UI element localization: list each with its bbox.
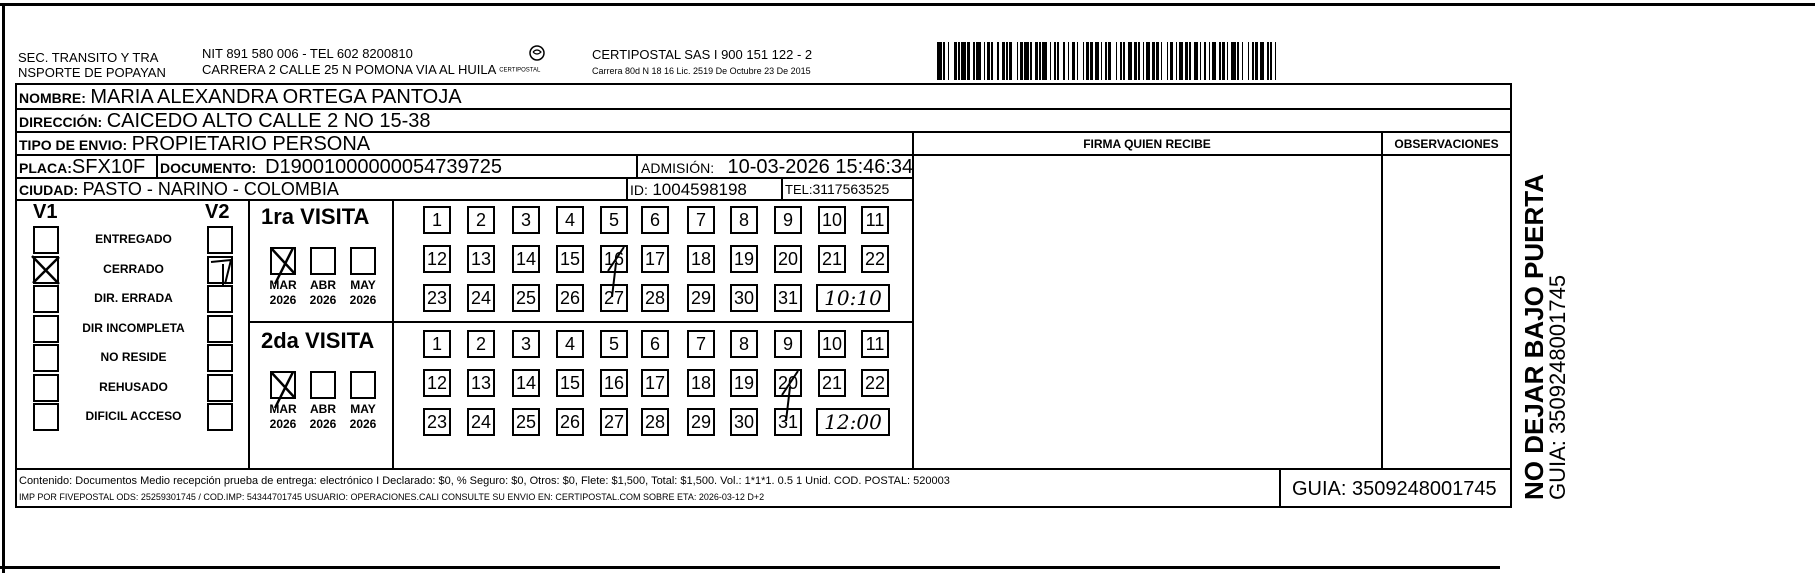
barcode-bar bbox=[1156, 42, 1159, 80]
admision-label: ADMISIÓN: bbox=[641, 160, 715, 176]
status-label: NO RESIDE bbox=[100, 350, 167, 364]
handwritten-x-mark bbox=[267, 244, 301, 290]
tipo-label: TIPO DE ENVIO: bbox=[19, 137, 128, 153]
barcode-bar bbox=[1200, 42, 1202, 80]
day-box[interactable]: 4 bbox=[556, 330, 584, 358]
year-label: 2026 bbox=[349, 293, 377, 307]
day-box[interactable]: 12 bbox=[423, 369, 451, 397]
year-label: 2026 bbox=[269, 293, 297, 307]
divider bbox=[392, 199, 394, 468]
ciudad-row bbox=[19, 179, 339, 200]
barcode-bar bbox=[1242, 42, 1244, 80]
documento-label: DOCUMENTO: bbox=[160, 160, 257, 176]
direccion-value: CAICEDO ALTO CALLE 2 NO 15-38 bbox=[106, 110, 431, 132]
direccion-label: DIRECCIÓN: bbox=[19, 114, 103, 130]
ciudad-value: PASTO - NARINO - COLOMBIA bbox=[82, 179, 339, 199]
no-dejar-text: NO DEJAR BAJO PUERTA bbox=[1519, 173, 1549, 500]
barcode-bar bbox=[1057, 42, 1059, 80]
admision-value: 10-03-2026 15:46:34 bbox=[727, 156, 914, 178]
barcode-bar bbox=[1209, 42, 1211, 80]
month-checkbox[interactable] bbox=[310, 247, 336, 275]
month-label: MAR bbox=[269, 402, 297, 416]
barcode-bar bbox=[1270, 42, 1272, 80]
day-box[interactable]: 3 bbox=[512, 330, 540, 358]
barcode-bar bbox=[1185, 42, 1188, 80]
top-border bbox=[0, 3, 1815, 6]
v2-label: V2 bbox=[205, 201, 230, 223]
day-box[interactable]: 24 bbox=[467, 284, 495, 312]
status-label: DIR INCOMPLETA bbox=[82, 320, 185, 335]
barcode-bar bbox=[1179, 42, 1184, 80]
barcode-bar bbox=[1024, 42, 1029, 80]
month-checkbox[interactable] bbox=[350, 371, 376, 399]
divider bbox=[156, 154, 158, 177]
observaciones-label: OBSERVACIONES bbox=[1394, 137, 1499, 151]
divider bbox=[248, 199, 250, 468]
id-row bbox=[630, 180, 747, 200]
barcode-bar bbox=[1105, 42, 1107, 80]
day-box[interactable]: 21 bbox=[818, 245, 846, 273]
year-label: 2026 bbox=[349, 417, 377, 431]
footer-guia: GUIA: 3509248001745 bbox=[1292, 478, 1497, 500]
barcode-bar bbox=[1227, 42, 1229, 80]
day-box[interactable]: 27 bbox=[600, 284, 628, 312]
handwritten-x-mark bbox=[267, 368, 301, 414]
barcode-bar bbox=[1260, 42, 1265, 80]
visit-title: 2da VISITA bbox=[261, 328, 375, 353]
barcode-bar bbox=[943, 42, 945, 80]
v1-label: V1 bbox=[33, 201, 58, 223]
day-box[interactable]: 28 bbox=[641, 408, 669, 436]
ciudad-label: CIUDAD: bbox=[19, 182, 79, 198]
status-label: DIFICIL ACCESO bbox=[85, 409, 182, 423]
month-checkbox[interactable] bbox=[350, 247, 376, 275]
left-border bbox=[2, 3, 5, 573]
barcode-bar bbox=[961, 42, 966, 80]
nombre-label: NOMBRE: bbox=[19, 90, 86, 106]
barcode-bar bbox=[1275, 42, 1277, 80]
v1-checkbox[interactable] bbox=[33, 226, 59, 254]
barcode-bar bbox=[1030, 42, 1032, 80]
day-box[interactable]: 22 bbox=[861, 245, 889, 273]
day-box[interactable]: 1 bbox=[423, 330, 451, 358]
day-box[interactable]: 24 bbox=[467, 408, 495, 436]
barcode-bar bbox=[1146, 42, 1151, 80]
barcode-bar bbox=[1054, 42, 1056, 80]
barcode-bar bbox=[1204, 42, 1206, 80]
barcode-bar bbox=[1090, 42, 1093, 80]
documento-row bbox=[160, 156, 502, 179]
barcode-bar bbox=[1222, 42, 1225, 80]
day-box[interactable]: 17 bbox=[641, 369, 669, 397]
year-label: 2026 bbox=[269, 417, 297, 431]
barcode-bar bbox=[1170, 42, 1173, 80]
barcode-bar bbox=[1095, 42, 1100, 80]
tel-label: TEL: bbox=[785, 182, 813, 197]
placa-value: SFX10F bbox=[71, 156, 146, 178]
v2-checkbox[interactable] bbox=[207, 285, 233, 313]
divider bbox=[15, 199, 913, 201]
divider bbox=[626, 177, 628, 199]
logo-text: CERTIPOSTAL bbox=[499, 67, 541, 74]
barcode-bar bbox=[1219, 42, 1221, 80]
day-box[interactable]: 6 bbox=[641, 206, 669, 234]
admision-row bbox=[641, 156, 913, 179]
barcode-bar bbox=[1116, 42, 1118, 80]
barcode bbox=[937, 42, 1397, 80]
day-box[interactable]: 1 bbox=[423, 206, 451, 234]
bottom-border bbox=[0, 566, 1500, 569]
status-label: CERRADO bbox=[103, 261, 164, 276]
barcode-bar bbox=[1039, 42, 1041, 80]
id-label: ID: bbox=[630, 182, 648, 198]
company-block bbox=[592, 46, 812, 80]
handwritten-x-mark bbox=[29, 253, 63, 287]
v1-checkbox[interactable] bbox=[33, 374, 59, 402]
month-checkbox[interactable] bbox=[310, 371, 336, 399]
visit-title: 1ra VISITA bbox=[261, 204, 370, 229]
tel-row bbox=[785, 181, 889, 199]
company-line: CERTIPOSTAL SAS I 900 151 122 - 2 bbox=[592, 47, 813, 62]
license-line: Carrera 80d N 18 16 Lic. 2519 De Octubre 23 De 2015 bbox=[592, 66, 811, 76]
barcode-bar bbox=[1068, 42, 1070, 80]
nombre-row bbox=[19, 86, 462, 109]
id-value: 1004598198 bbox=[652, 180, 747, 199]
barcode-bar bbox=[1161, 42, 1163, 80]
barcode-bar bbox=[937, 42, 942, 80]
barcode-bar bbox=[1042, 42, 1047, 80]
barcode-bar bbox=[1194, 42, 1199, 80]
barcode-bar bbox=[954, 42, 957, 80]
contenido-text: Contenido: Documentos Medio recepción prueba de entrega: electrónico I Declarado: $0, % Seguro: $0, Otros: $0, Flete: $1,500, Total: $1,500. Vol.: 1*1*1. 0.5 1 Unid. COD. POSTAL: 520003 bbox=[19, 475, 950, 487]
barcode-bar bbox=[1035, 42, 1038, 80]
barcode-bar bbox=[987, 42, 990, 80]
divider bbox=[781, 177, 783, 199]
barcode-bar bbox=[1009, 42, 1012, 80]
day-box[interactable]: 25 bbox=[512, 284, 540, 312]
imp-text: IMP POR FIVEPOSTAL ODS: 25259301745 / COD.IMP: 54344701745 USUARIO: OPERACIONES.CALI CONSULTE SU ENVIO EN: CERTIPOSTAL.COM SOBRE ETA: 2026-03-12 D+2 bbox=[19, 492, 765, 502]
side-guia-text: GUIA: 3509248001745 bbox=[1545, 274, 1570, 500]
day-box[interactable]: 5 bbox=[600, 206, 628, 234]
divider bbox=[636, 154, 638, 177]
barcode-bar bbox=[1072, 42, 1075, 80]
v1-checkbox[interactable] bbox=[33, 403, 59, 431]
barcode-bar bbox=[997, 42, 999, 80]
day-box[interactable]: 20 bbox=[774, 369, 802, 397]
status-label: ENTREGADO bbox=[95, 232, 172, 246]
month-label: MAY bbox=[350, 278, 376, 292]
day-box[interactable]: 18 bbox=[687, 369, 715, 397]
barcode-bar bbox=[958, 42, 960, 80]
day-box[interactable]: 9 bbox=[774, 206, 802, 234]
barcode-bar bbox=[1120, 42, 1122, 80]
divider bbox=[1279, 468, 1281, 508]
tel-value: 3117563525 bbox=[812, 181, 890, 197]
barcode-bar bbox=[1138, 42, 1140, 80]
sender-block bbox=[18, 50, 166, 80]
day-box[interactable]: 28 bbox=[641, 284, 669, 312]
day-box[interactable]: 10 bbox=[818, 206, 846, 234]
day-box[interactable]: 22 bbox=[861, 369, 889, 397]
sender-line-2: NSPORTE DE POPAYAN bbox=[18, 65, 166, 80]
tipo-row bbox=[19, 133, 370, 156]
day-box[interactable]: 16 bbox=[600, 369, 628, 397]
barcode-bar bbox=[1063, 42, 1065, 80]
day-box[interactable]: 18 bbox=[687, 245, 715, 273]
v2-checkbox[interactable] bbox=[207, 344, 233, 372]
day-box[interactable]: 8 bbox=[730, 330, 758, 358]
certipostal-logo-icon bbox=[528, 44, 546, 62]
day-box[interactable]: 12 bbox=[423, 245, 451, 273]
day-box[interactable]: 2 bbox=[467, 206, 495, 234]
day-box[interactable]: 26 bbox=[556, 408, 584, 436]
barcode-bar bbox=[1237, 42, 1239, 80]
day-box[interactable]: 16 bbox=[600, 245, 628, 273]
barcode-bar bbox=[1086, 42, 1089, 80]
day-box[interactable]: 13 bbox=[467, 369, 495, 397]
day-box[interactable]: 3 bbox=[512, 206, 540, 234]
nit-block bbox=[202, 46, 540, 79]
barcode-bar bbox=[973, 42, 975, 80]
v1-checkbox[interactable] bbox=[33, 285, 59, 313]
placa-label: PLACA: bbox=[19, 160, 72, 176]
barcode-bar bbox=[976, 42, 981, 80]
day-box[interactable]: 29 bbox=[687, 408, 715, 436]
day-box[interactable]: 13 bbox=[467, 245, 495, 273]
placa-row bbox=[19, 156, 145, 179]
barcode-bar bbox=[1152, 42, 1155, 80]
barcode-bar bbox=[948, 42, 950, 80]
barcode-bar bbox=[1212, 42, 1217, 80]
barcode-bar bbox=[1101, 42, 1103, 80]
year-label: 2026 bbox=[309, 417, 337, 431]
barcode-bar bbox=[1248, 42, 1250, 80]
day-box[interactable]: 11 bbox=[861, 206, 889, 234]
documento-value: D19001000000054739725 bbox=[265, 156, 502, 178]
day-box[interactable]: 19 bbox=[730, 369, 758, 397]
day-box[interactable]: 7 bbox=[687, 330, 715, 358]
barcode-bar bbox=[1017, 42, 1019, 80]
nit-line: NIT 891 580 006 - TEL 602 8200810 bbox=[202, 46, 413, 61]
day-box[interactable]: 9 bbox=[774, 330, 802, 358]
barcode-bar bbox=[1108, 42, 1111, 80]
divider bbox=[1381, 131, 1383, 468]
day-box[interactable]: 30 bbox=[730, 284, 758, 312]
address-line: CARRERA 2 CALLE 25 N POMONA VIA AL HUILA CERTIPOSTAL bbox=[202, 62, 541, 77]
day-box[interactable]: 17 bbox=[641, 245, 669, 273]
v2-checkbox[interactable] bbox=[207, 403, 233, 431]
barcode-bar bbox=[1252, 42, 1254, 80]
divider bbox=[248, 321, 913, 323]
day-box[interactable]: 2 bbox=[467, 330, 495, 358]
day-box[interactable]: 10 bbox=[818, 330, 846, 358]
side-text-block bbox=[1519, 173, 1570, 500]
day-box[interactable]: 27 bbox=[600, 408, 628, 436]
day-box[interactable]: 23 bbox=[423, 284, 451, 312]
barcode-bar bbox=[1134, 42, 1137, 80]
barcode-bar bbox=[1143, 42, 1145, 80]
barcode-bar bbox=[1255, 42, 1258, 80]
barcode-bar bbox=[1077, 42, 1079, 80]
sender-line-1: SEC. TRANSITO Y TRA bbox=[18, 50, 159, 65]
v2-checkbox[interactable] bbox=[207, 374, 233, 402]
status-label: DIR. ERRADA bbox=[94, 291, 173, 305]
barcode-bar bbox=[1128, 42, 1133, 80]
day-box[interactable]: 31 bbox=[774, 408, 802, 436]
month-label: MAY bbox=[350, 402, 376, 416]
firma-label: FIRMA QUIEN RECIBE bbox=[1083, 137, 1211, 151]
day-box[interactable]: 30 bbox=[730, 408, 758, 436]
day-box[interactable]: 19 bbox=[730, 245, 758, 273]
day-box[interactable]: 25 bbox=[512, 408, 540, 436]
day-box[interactable]: 31 bbox=[774, 284, 802, 312]
month-label: ABR bbox=[310, 278, 336, 292]
barcode-bar bbox=[1050, 42, 1052, 80]
day-box[interactable]: 26 bbox=[556, 284, 584, 312]
status-label: REHUSADO bbox=[99, 379, 168, 394]
day-box[interactable]: 5 bbox=[600, 330, 628, 358]
barcode-bar bbox=[967, 42, 970, 80]
day-box[interactable]: 6 bbox=[641, 330, 669, 358]
barcode-bar bbox=[1267, 42, 1269, 80]
direccion-row bbox=[19, 110, 431, 133]
visit-time-box[interactable]: 10:10 bbox=[816, 284, 890, 312]
day-box[interactable]: 15 bbox=[556, 369, 584, 397]
visit-time-box[interactable]: 12:00 bbox=[816, 408, 890, 436]
barcode-bar bbox=[1020, 42, 1023, 80]
barcode-bar bbox=[1006, 42, 1008, 80]
day-box[interactable]: 20 bbox=[774, 245, 802, 273]
barcode-bar bbox=[1123, 42, 1125, 80]
divider bbox=[15, 468, 1512, 470]
day-box[interactable]: 8 bbox=[730, 206, 758, 234]
v1-checkbox[interactable] bbox=[33, 344, 59, 372]
divider bbox=[912, 154, 1512, 156]
day-box[interactable]: 21 bbox=[818, 369, 846, 397]
day-box[interactable]: 14 bbox=[512, 369, 540, 397]
barcode-bar bbox=[1167, 42, 1169, 80]
barcode-bar bbox=[1189, 42, 1191, 80]
barcode-bar bbox=[984, 42, 986, 80]
day-box[interactable]: 15 bbox=[556, 245, 584, 273]
nombre-value: MARIA ALEXANDRA ORTEGA PANTOJA bbox=[90, 86, 462, 108]
day-box[interactable]: 11 bbox=[861, 330, 889, 358]
barcode-bar bbox=[1176, 42, 1178, 80]
year-label: 2026 bbox=[309, 293, 337, 307]
barcode-bar bbox=[1002, 42, 1005, 80]
tipo-value: PROPIETARIO PERSONA bbox=[131, 133, 371, 155]
day-box[interactable]: 4 bbox=[556, 206, 584, 234]
day-box[interactable]: 23 bbox=[423, 408, 451, 436]
v2-checkbox[interactable] bbox=[207, 315, 233, 343]
barcode-bar bbox=[991, 42, 993, 80]
month-label: MAR bbox=[269, 278, 297, 292]
barcode-bar bbox=[1231, 42, 1236, 80]
day-box[interactable]: 29 bbox=[687, 284, 715, 312]
divider bbox=[912, 131, 914, 468]
day-box[interactable]: 7 bbox=[687, 206, 715, 234]
v1-checkbox[interactable] bbox=[33, 315, 59, 343]
month-label: ABR bbox=[310, 402, 336, 416]
v2-checkbox[interactable] bbox=[207, 226, 233, 254]
day-box[interactable]: 14 bbox=[512, 245, 540, 273]
barcode-bar bbox=[1083, 42, 1085, 80]
